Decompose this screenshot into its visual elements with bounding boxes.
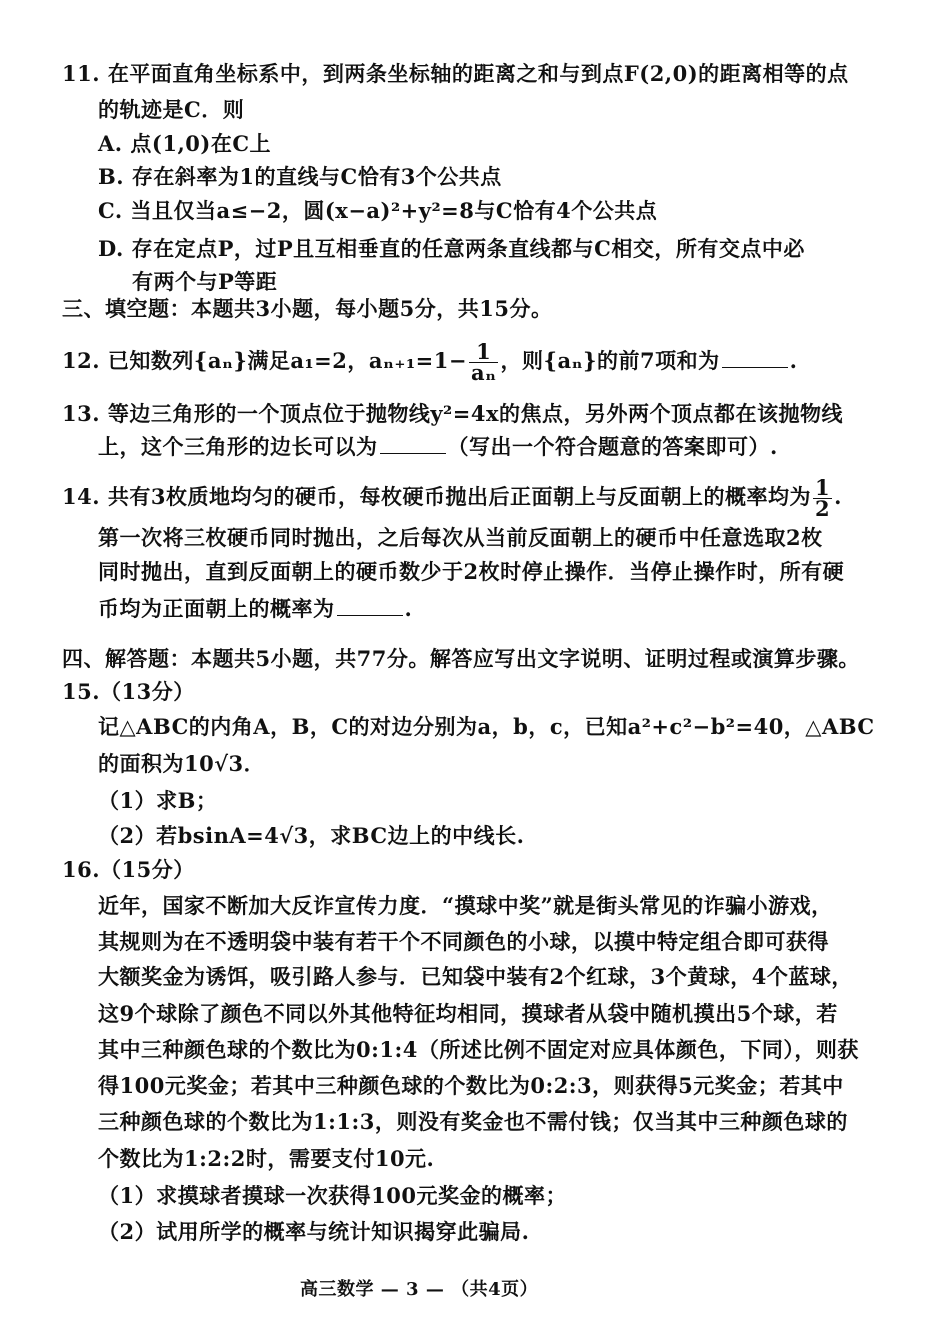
q11-option-c: C. 当且仅当a≤−2，圆(x−a)²+y²=8与C恰有4个公共点 (98, 198, 658, 223)
q12-suffix: ，则{aₙ}的前7项和为 (500, 348, 720, 373)
q16-heading: 16.（15分） (62, 857, 195, 882)
q13-line2 (98, 433, 778, 461)
q16-line1: 近年，国家不断加大反诈宣传力度．“摸球中奖”就是街头常见的诈骗小游戏， (98, 893, 833, 918)
q13-line2-prefix: 上，这个三角形的边长可以为 (98, 434, 378, 459)
q13-answer-blank (380, 435, 446, 454)
q13-line2-suffix: （写出一个符合题意的答案即可）. (447, 434, 778, 459)
q16-line7: 三种颜色球的个数比为1:1:3，则没有奖金也不需付钱；仅当其中三种颜色球的 (98, 1109, 848, 1134)
q14-line4-prefix: 币均为正面朝上的概率为 (98, 596, 335, 621)
q13-line1: 13. 等边三角形的一个顶点位于抛物线y²=4x的焦点，另外两个顶点都在该抛物线 (62, 401, 843, 426)
q16-line4: 这9个球除了颜色不同以外其他特征均相同，摸球者从袋中随机摸出5个球，若 (98, 1001, 838, 1026)
q11-option-a: A. 点(1,0)在C上 (98, 131, 272, 156)
q11-option-b: B. 存在斜率为1的直线与C恰有3个公共点 (98, 164, 502, 189)
q12-fraction-numerator: 1 (469, 342, 499, 363)
q15-line2: 的面积为10√3． (98, 751, 266, 776)
q12-fraction (469, 339, 499, 385)
q14-line3: 同时抛出，直到反面朝上的硬币数少于2枚时停止操作．当停止操作时，所有硬 (98, 559, 845, 584)
q14-answer-blank (337, 597, 403, 616)
q12-fraction-denominator: aₙ (470, 360, 497, 385)
q11-option-d-line2: 有两个与P等距 (132, 269, 278, 294)
q15-heading: 15.（13分） (62, 679, 195, 704)
q16-line8: 个数比为1:2:2时，需要支付10元. (98, 1146, 435, 1171)
q12-prefix: 12. 已知数列{aₙ}满足a₁=2，aₙ₊₁=1− (62, 348, 467, 373)
q14-line1-prefix: 14. 共有3枚质地均匀的硬币，每枚硬币抛出后正面朝上与反面朝上的概率均为 (62, 484, 811, 509)
q14-fraction-numerator: 1 (814, 475, 831, 500)
q11-line2: 的轨迹是C．则 (98, 97, 245, 122)
page-footer: 高三数学 — 3 — （共4页） (300, 1279, 539, 1300)
q14-line1-suffix: . (834, 484, 842, 509)
q16-line5: 其中三种颜色球的个数比为0:1:4（所述比例不固定对应具体颜色，下同），则获 (98, 1037, 859, 1062)
q12-line (62, 339, 798, 385)
q15-part1: （1）求B； (98, 788, 218, 813)
q16-part2: （2）试用所学的概率与统计知识揭穿此骗局. (98, 1219, 530, 1244)
q16-line2: 其规则为在不透明袋中装有若干个不同颜色的小球，以摸中特定组合即可获得 (98, 929, 829, 954)
q15-part2: （2）若bsinA=4√3，求BC边上的中线长. (98, 823, 525, 848)
q12-answer-blank (722, 349, 788, 368)
q14-fraction-denominator: 2 (814, 496, 831, 521)
q14-line4-suffix: . (404, 596, 413, 621)
q11-option-d-line1: D. 存在定点P，过P且互相垂直的任意两条直线都与C相交，所有交点中必 (98, 236, 805, 261)
q15-line1: 记△ABC的内角A，B，C的对边分别为a，b，c，已知a²+c²−b²=40，△ABC (98, 714, 875, 739)
q14-fraction (813, 475, 832, 521)
q11-line1: 11. 在平面直角坐标系中，到两条坐标轴的距离之和与到点F(2,0)的距离相等的点 (62, 61, 849, 86)
q16-line6: 得100元奖金；若其中三种颜色球的个数比为0:2:3，则获得5元奖金；若其中 (98, 1073, 844, 1098)
section-4-heading: 四、解答题：本题共5小题，共77分。解答应写出文字说明、证明过程或演算步骤。 (62, 646, 860, 671)
q16-part1: （1）求摸球者摸球一次获得100元奖金的概率； (98, 1183, 567, 1208)
q16-line3: 大额奖金为诱饵，吸引路人参与．已知袋中装有2个红球，3个黄球，4个蓝球， (98, 964, 853, 989)
q14-line4 (98, 595, 412, 623)
q12-end: . (789, 348, 798, 373)
section-3-heading: 三、填空题：本题共3小题，每小题5分，共15分。 (62, 296, 553, 321)
q14-line1 (62, 475, 842, 521)
q14-line2: 第一次将三枚硬币同时抛出，之后每次从当前反面朝上的硬币中任意选取2枚 (98, 525, 823, 550)
